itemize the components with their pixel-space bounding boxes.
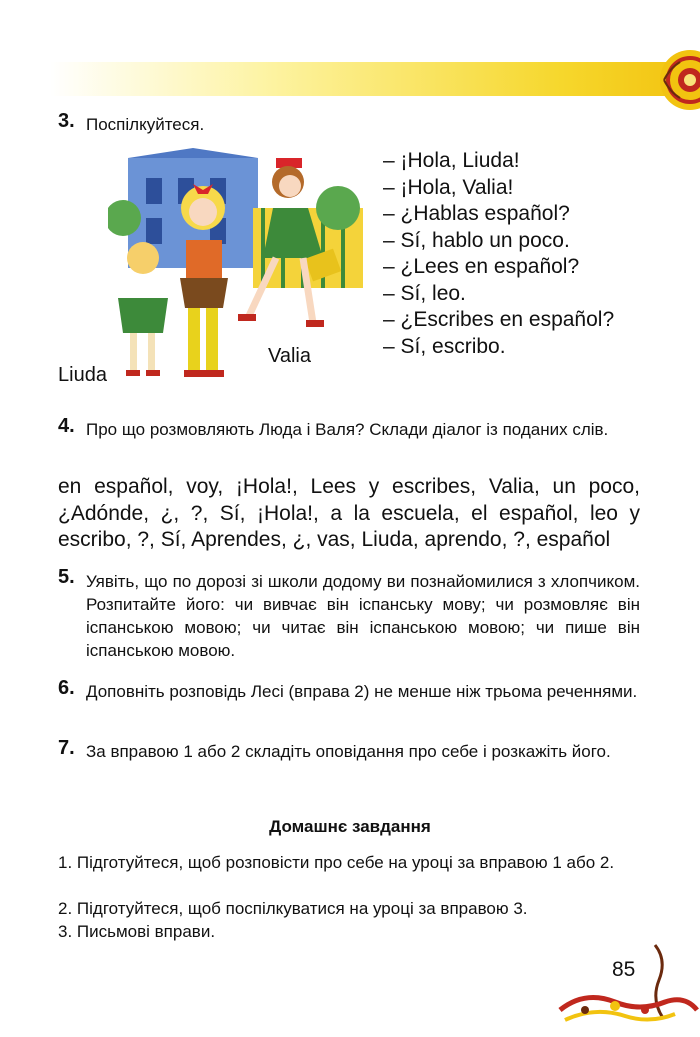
dialog-line: – ¡Hola, Liuda! — [383, 149, 520, 172]
name-label-liuda: Liuda — [58, 364, 107, 386]
girls-illustration — [108, 148, 370, 388]
dialog-line: – ¿Escribes en español? — [383, 308, 615, 331]
exercise-7-number: 7. — [58, 737, 75, 759]
corner-ornament-icon — [650, 40, 700, 120]
dialog-line: – ¿Lees en español? — [383, 255, 580, 278]
dialog-lines — [383, 148, 614, 360]
page-number: 85 — [612, 958, 636, 981]
homework-item: 2. Підготуйтеся, щоб поспілкуватися на уроці за вправою 3. — [58, 899, 528, 918]
bottom-ornament-icon — [555, 940, 700, 1037]
word-bank: en español, voy, ¡Hola!, Lees y escribes, Valia, un poco, ¿Adónde, ¿, ?, Sí, ¡Hola!, a la escuela, el español, leo y escribo, ?, Sí, Aprendes, ¿, vas, Liuda, aprendo, ?, español — [58, 475, 640, 551]
name-label-valia: Valia — [268, 345, 311, 367]
dialog-line: – Sí, hablo un poco. — [383, 228, 570, 252]
homework-item: 3. Письмові вправи. — [58, 922, 216, 941]
header-band — [50, 62, 690, 96]
exercise-5-number: 5. — [58, 566, 75, 588]
homework-title: Домашнє завдання — [269, 817, 431, 836]
exercise-3-instruction: Поспілкуйтеся. — [86, 115, 205, 134]
exercise-4-text: Про що розмовляють Люда і Валя? Склади діалог із поданих слів. — [86, 420, 609, 439]
dialog-line: – ¿Hablas español? — [383, 202, 570, 225]
exercise-3-number: 3. — [58, 110, 75, 132]
exercise-7-text: За вправою 1 або 2 складіть оповідання про себе і розкажіть його. — [86, 742, 611, 761]
dialog-line: – ¡Hola, Valia! — [383, 175, 514, 199]
exercise-5-text: Уявіть, що по дорозі зі школи додому ви познайомилися з хлопчиком. Розпитайте його: чи вивчає він іспанську мову; чи розмовляє він іспанською мовою; чи читає він іспанською мовою; чи пише він іспанською мовою. — [86, 572, 640, 660]
homework-item: 1. Підготуйтеся, щоб розповісти про себе на уроці за вправою 1 або 2. — [58, 853, 615, 872]
dialog-line: – Sí, escribo. — [383, 334, 506, 358]
exercise-6-text: Доповніть розповідь Лесі (вправа 2) не менше ніж трьома реченнями. — [86, 682, 638, 701]
exercise-4-number: 4. — [58, 415, 75, 437]
dialog-line: – Sí, leo. — [383, 281, 466, 305]
exercise-6-number: 6. — [58, 677, 75, 699]
